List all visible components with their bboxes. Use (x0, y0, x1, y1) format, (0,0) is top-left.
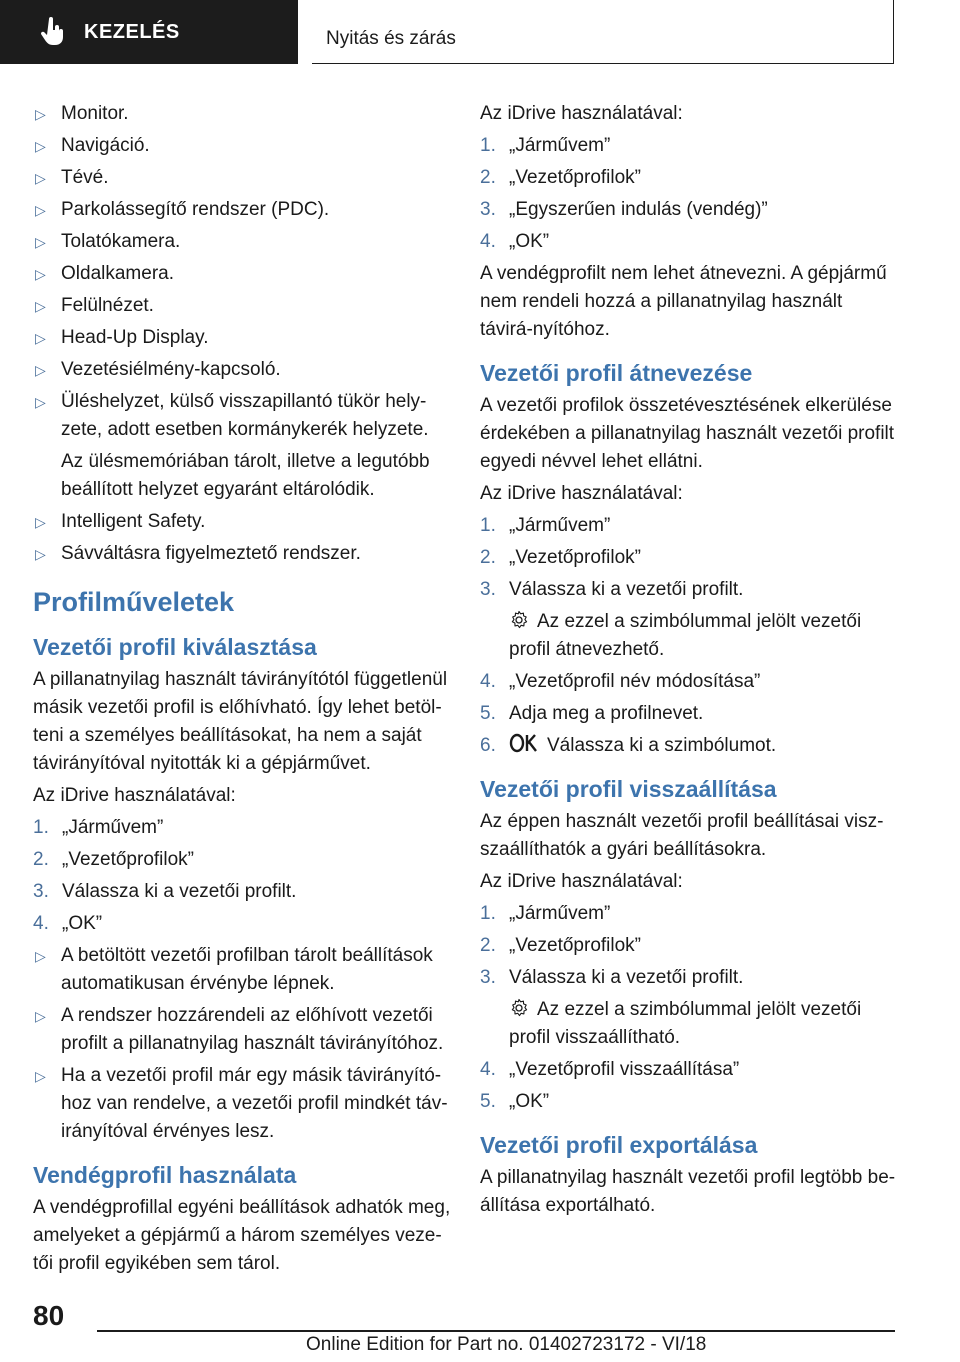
ok-symbol-icon (509, 732, 539, 754)
page-number: 80 (33, 1300, 65, 1331)
triangle-bullet-icon: ▷ (35, 514, 46, 530)
section-label: KEZELÉS (84, 20, 180, 43)
subsection-heading: Vezetői profil átnevezése (480, 360, 753, 386)
list-item: ▷ Head-Up Display. (33, 324, 453, 352)
left-column (33, 100, 453, 1282)
right-column (480, 100, 900, 1224)
edition-text: Online Edition for Part no. 01402723172 - VI/18 (306, 1334, 707, 1355)
section-tab (0, 0, 298, 64)
numbered-step: 1. „Járművem” (480, 515, 611, 536)
step-note: Az ezzel a szimbólummal jelölt vezetői profil átnevezhető. (509, 611, 862, 660)
chapter-header (312, 0, 894, 64)
numbered-step: 3. Válassza ki a vezetői profilt. (33, 881, 297, 902)
paragraph: Az iDrive használatával: (480, 871, 683, 892)
paragraph: Az iDrive használatával: (480, 483, 683, 504)
numbered-step: 5. Adja meg a profilnevet. (480, 703, 704, 724)
numbered-step: 3. „Egyszerűen indulás (vendég)” (480, 199, 768, 220)
list-item: ▷ Felülnézet. (33, 292, 453, 320)
list-item: ▷ Sávváltásra figyelmeztető rendszer. (33, 540, 453, 568)
triangle-bullet-icon: ▷ (35, 394, 46, 410)
triangle-bullet-icon: ▷ (35, 330, 46, 346)
list-item: ▷ A betöltött vezetői profilban tárolt beállítások automatikusan érvénybe lépnek. (33, 942, 453, 998)
list-item: ▷ A rendszer hozzárendeli az előhívott vezetői profilt a pillanatnyilag használt távirányítóhoz. (33, 1002, 453, 1058)
list-item: ▷ Tévé. (33, 164, 453, 192)
triangle-bullet-icon: ▷ (35, 138, 46, 154)
list-item: ▷ Parkolássegítő rendszer (PDC). (33, 196, 453, 224)
paragraph: A vezetői profilok összetévesztésének elkerülése érdekében a pillanatnyilag használt vezetői profilt egyedi névvel lehet ellátni. (480, 395, 895, 472)
list-item: ▷ Ha a vezetői profil már egy másik távirányító-hoz van rendelve, a vezetői profil mindkét táv-irányítóval érvényes lesz. (33, 1062, 453, 1146)
triangle-bullet-icon: ▷ (35, 948, 46, 964)
subsection-heading: Vezetői profil visszaállítása (480, 776, 777, 802)
numbered-step: 2. „Vezetőprofilok” (480, 167, 642, 188)
chapter-title: Nyitás és zárás (326, 28, 456, 49)
triangle-bullet-icon: ▷ (35, 1068, 46, 1084)
numbered-step: 1. „Járművem” (33, 817, 164, 838)
numbered-step: 5. „OK” (480, 1091, 550, 1112)
triangle-bullet-icon: ▷ (35, 266, 46, 282)
numbered-step: 4. „OK” (480, 231, 550, 252)
triangle-bullet-icon: ▷ (35, 170, 46, 186)
list-item: ▷ Tolatókamera. (33, 228, 453, 256)
gear-icon (509, 998, 529, 1018)
step-note: Az ezzel a szimbólummal jelölt vezetői profil visszaállítható. (509, 999, 862, 1048)
numbered-step: 4. „Vezetőprofil visszaállítása” (480, 1059, 740, 1080)
hand-pointer-icon (40, 17, 66, 47)
paragraph: Az éppen használt vezetői profil beállításai visz-szaállíthatók a gyári beállításokra. (480, 811, 884, 860)
paragraph: A pillanatnyilag használt távirányítótól függetlenül másik vezetői profil is előhívható. Így lehet betöl-teni a személyes beállításokat, ha nem a saját távirányítóval nyitották ki a gépjárművet. (33, 669, 448, 774)
numbered-step: 3. Válassza ki a vezetői profilt. (480, 579, 744, 600)
numbered-step: 1. „Járművem” (480, 903, 611, 924)
triangle-bullet-icon: ▷ (35, 234, 46, 250)
numbered-step: 1. „Járművem” (480, 135, 611, 156)
triangle-bullet-icon: ▷ (35, 298, 46, 314)
list-item-continuation: Az ülésmemóriában tárolt, illetve a legutóbb beállított helyzet egyaránt eltárolódik. (61, 451, 430, 500)
paragraph: A vendégprofilt nem lehet átnevezni. A gépjármű nem rendeli hozzá a pillanatnyilag használt távirá-nyítóhoz. (480, 263, 887, 340)
triangle-bullet-icon: ▷ (35, 546, 46, 562)
gear-icon (509, 610, 529, 630)
subsection-heading: Vezetői profil kiválasztása (33, 634, 317, 660)
list-item: ▷ Vezetésiélmény-kapcsoló. (33, 356, 453, 384)
numbered-step: 2. „Vezetőprofilok” (480, 547, 642, 568)
numbered-step: 3. Válassza ki a vezetői profilt. (480, 967, 744, 988)
list-item: ▷ Oldalkamera. (33, 260, 453, 288)
triangle-bullet-icon: ▷ (35, 202, 46, 218)
paragraph: A vendégprofillal egyéni beállítások adhatók meg, amelyeket a gépjármű a három személyes veze-tői profil egyikében sem tárol. (33, 1197, 451, 1274)
paragraph: Az iDrive használatával: (480, 103, 683, 124)
footer-divider (97, 1330, 895, 1332)
numbered-step: 6. Válassza ki a szimbólumot. (480, 732, 900, 760)
list-item: ▷ Üléshelyzet, külső visszapillantó tükör hely-zete, adott esetben kormánykerék helyzete. (33, 388, 453, 444)
numbered-step: 4. „OK” (33, 913, 103, 934)
triangle-bullet-icon: ▷ (35, 362, 46, 378)
list-item: ▷ Monitor. (33, 100, 453, 128)
subsection-heading: Vezetői profil exportálása (480, 1132, 758, 1158)
paragraph: Az iDrive használatával: (33, 785, 236, 806)
numbered-step: 2. „Vezetőprofilok” (480, 935, 642, 956)
triangle-bullet-icon: ▷ (35, 1008, 46, 1024)
paragraph: A pillanatnyilag használt vezetői profil legtöbb be-állítása exportálható. (480, 1167, 896, 1216)
numbered-step: 4. „Vezetőprofil név módosítása” (480, 671, 761, 692)
triangle-bullet-icon: ▷ (35, 106, 46, 122)
subsection-heading: Vendégprofil használata (33, 1162, 297, 1188)
section-heading: Profilműveletek (33, 587, 235, 617)
list-item: ▷ Navigáció. (33, 132, 453, 160)
numbered-step: 2. „Vezetőprofilok” (33, 849, 195, 870)
list-item: ▷ Intelligent Safety. (33, 508, 453, 536)
